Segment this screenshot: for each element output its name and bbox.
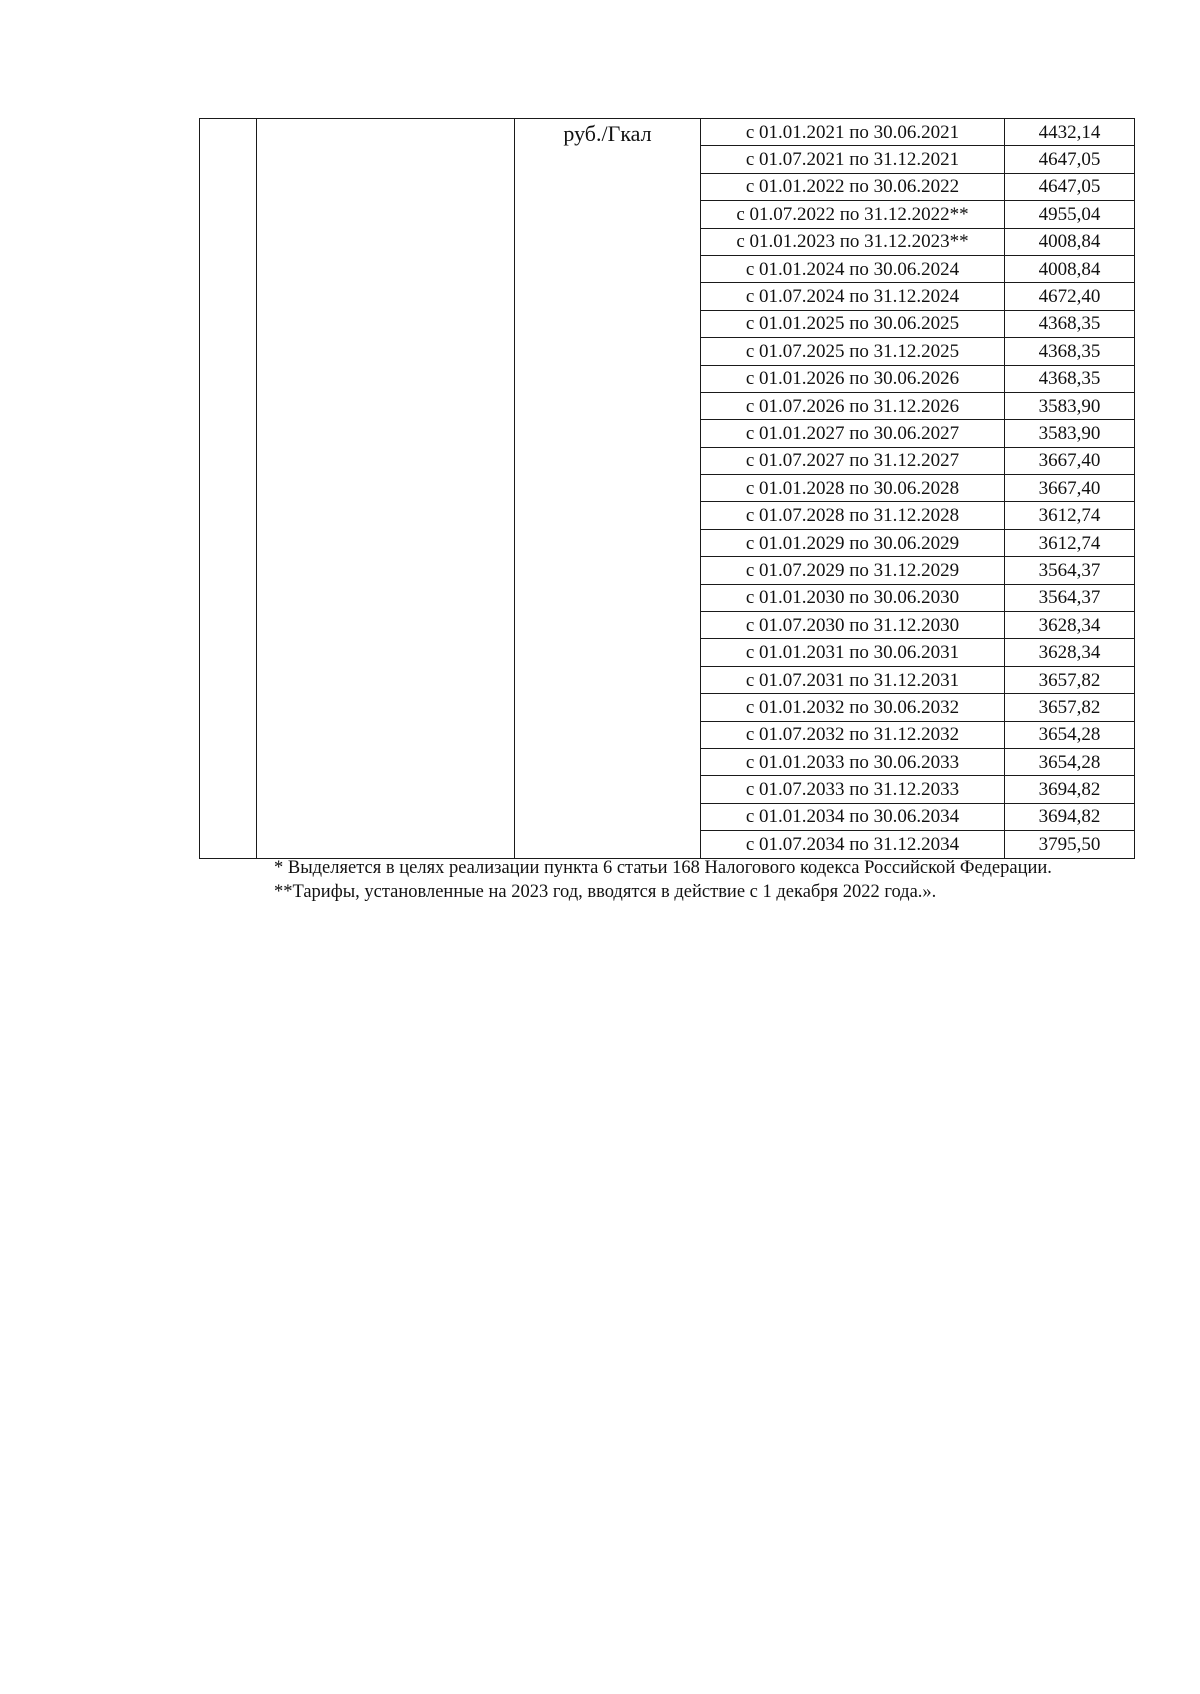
- tariff-value-cell: 3654,28: [1005, 748, 1135, 775]
- tariff-value-cell: 3694,82: [1005, 803, 1135, 830]
- tariff-value-cell: 3564,37: [1005, 557, 1135, 584]
- tariff-value-cell: 4432,14: [1005, 119, 1135, 146]
- tariff-value-cell: 4368,35: [1005, 365, 1135, 392]
- table-row: [200, 119, 1135, 146]
- tariff-value-cell: 3657,82: [1005, 694, 1135, 721]
- tariff-value-cell: 4368,35: [1005, 310, 1135, 337]
- period-cell: с 01.01.2030 по 30.06.2030: [701, 584, 1005, 611]
- period-cell: с 01.01.2021 по 30.06.2021: [701, 119, 1005, 146]
- number-cell: [200, 119, 257, 859]
- tariff-value-cell: 3583,90: [1005, 420, 1135, 447]
- tariff-value-cell: 3628,34: [1005, 639, 1135, 666]
- tariff-value-cell: 3583,90: [1005, 392, 1135, 419]
- tariff-value-cell: 3564,37: [1005, 584, 1135, 611]
- tariff-value-cell: 3667,40: [1005, 447, 1135, 474]
- organization-cell: [257, 119, 515, 859]
- period-cell: с 01.01.2027 по 30.06.2027: [701, 420, 1005, 447]
- period-cell: с 01.07.2025 по 31.12.2025: [701, 338, 1005, 365]
- period-cell: с 01.01.2022 по 30.06.2022: [701, 173, 1005, 200]
- tariff-value-cell: 4672,40: [1005, 283, 1135, 310]
- tariff-value-cell: 3657,82: [1005, 666, 1135, 693]
- period-cell: с 01.01.2026 по 30.06.2026: [701, 365, 1005, 392]
- period-cell: с 01.07.2033 по 31.12.2033: [701, 776, 1005, 803]
- period-cell: с 01.01.2025 по 30.06.2025: [701, 310, 1005, 337]
- tariff-value-cell: 3694,82: [1005, 776, 1135, 803]
- period-cell: с 01.07.2028 по 31.12.2028: [701, 502, 1005, 529]
- period-cell: с 01.07.2021 по 31.12.2021: [701, 146, 1005, 173]
- tariff-value-cell: 3667,40: [1005, 475, 1135, 502]
- tariff-value-cell: 4955,04: [1005, 201, 1135, 228]
- unit-cell: руб./Гкал: [515, 119, 701, 859]
- period-cell: с 01.01.2031 по 30.06.2031: [701, 639, 1005, 666]
- tariff-value-cell: 3612,74: [1005, 502, 1135, 529]
- tariff-value-cell: 4647,05: [1005, 173, 1135, 200]
- period-cell: с 01.01.2029 по 30.06.2029: [701, 529, 1005, 556]
- period-cell: с 01.07.2034 по 31.12.2034: [701, 831, 1005, 858]
- period-cell: с 01.07.2031 по 31.12.2031: [701, 666, 1005, 693]
- period-cell: с 01.01.2033 по 30.06.2033: [701, 748, 1005, 775]
- period-cell: с 01.01.2024 по 30.06.2024: [701, 255, 1005, 282]
- period-cell: с 01.01.2023 по 31.12.2023**: [701, 228, 1005, 255]
- tariff-value-cell: 3795,50: [1005, 831, 1135, 858]
- footnote-tariff-2023: **Тарифы, установленные на 2023 год, вводятся в действие с 1 декабря 2022 года.».: [274, 882, 937, 902]
- period-cell: с 01.07.2032 по 31.12.2032: [701, 721, 1005, 748]
- period-cell: с 01.07.2026 по 31.12.2026: [701, 392, 1005, 419]
- period-cell: с 01.07.2030 по 31.12.2030: [701, 612, 1005, 639]
- tariff-value-cell: 4368,35: [1005, 338, 1135, 365]
- tariff-table: [199, 118, 1135, 859]
- period-cell: с 01.07.2024 по 31.12.2024: [701, 283, 1005, 310]
- footnote-vat: * Выделяется в целях реализации пункта 6 статьи 168 Налогового кодекса Российской Федерации.: [274, 858, 1052, 878]
- tariff-value-cell: 3654,28: [1005, 721, 1135, 748]
- period-cell: с 01.07.2027 по 31.12.2027: [701, 447, 1005, 474]
- tariff-value-cell: 4008,84: [1005, 255, 1135, 282]
- period-cell: с 01.01.2032 по 30.06.2032: [701, 694, 1005, 721]
- period-cell: с 01.07.2022 по 31.12.2022**: [701, 201, 1005, 228]
- footnotes: [209, 856, 1089, 904]
- tariff-value-cell: 4008,84: [1005, 228, 1135, 255]
- tariff-value-cell: 4647,05: [1005, 146, 1135, 173]
- tariff-value-cell: 3628,34: [1005, 612, 1135, 639]
- period-cell: с 01.07.2029 по 31.12.2029: [701, 557, 1005, 584]
- tariff-value-cell: 3612,74: [1005, 529, 1135, 556]
- period-cell: с 01.01.2028 по 30.06.2028: [701, 475, 1005, 502]
- period-cell: с 01.01.2034 по 30.06.2034: [701, 803, 1005, 830]
